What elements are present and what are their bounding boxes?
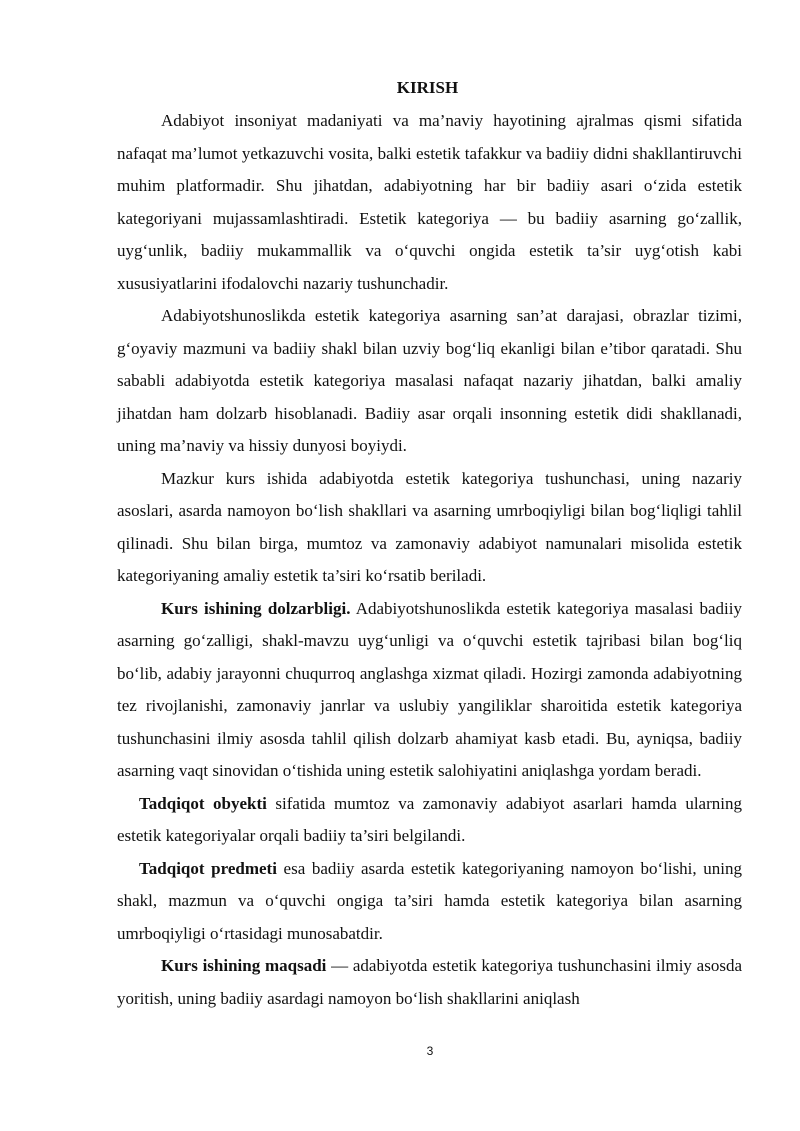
- paragraph-course-goal: [117, 950, 742, 1015]
- paragraph-text: esa badiiy asarda estetik kategoriyaning namoyon bo‘lishi, uning shakl, mazmun va o‘quvchi ongiga ta’siri hamda estetik kategoriya bilan asarning umrboqiyligi o‘rtasidagi munosabatdir.: [117, 858, 742, 943]
- paragraph-course-overview: [117, 463, 742, 593]
- paragraph-research-object: [117, 788, 742, 853]
- research-subject-lead: Tadqiqot predmeti: [139, 858, 277, 878]
- paragraph-relevance: [117, 593, 742, 788]
- paragraph-intro: [117, 105, 742, 300]
- section-heading: KIRISH: [396, 78, 459, 97]
- paragraph-research-subject: [117, 853, 742, 951]
- body-text: [117, 105, 742, 1015]
- paragraph-text: Adabiyotshunoslikda estetik kategoriya asarning san’at darajasi, obrazlar tizimi, g‘oyaviy mazmuni va badiiy shakl bilan uzviy bog‘liq ekanligi bilan e’tibor qaratadi. Shu sababli adabiyotda estetik kategoriya masalasi nafaqat nazariy jihatdan, balki amaliy jihatdan ham dolzarb hisoblanadi. Badiiy asar orqali insonning estetik didi shakllanadi, uning ma’naviy va hissiy dunyosi boyiydi.: [117, 306, 742, 455]
- relevance-lead: Kurs ishining dolzarbligi.: [161, 598, 351, 618]
- paragraph-text: Adabiyot insoniyat madaniyati va ma’naviy hayotining ajralmas qismi sifatida nafaqat ma’lumot yetkazuvchi vosita, balki estetik tafakkur va badiiy didni shakllantiruvchi muhim platformadir. Shu jihatdan, adabiyotning har bir badiiy asari o‘zida estetik kategoriyani mujassamlashtiradi. Estetik kategoriya — bu badiiy asarning go‘zallik, uyg‘unlik, badiiy mukammallik va o‘quvchi ongida estetik ta’sir uyg‘otish kabi xususiyatlarini ifodalovchi nazariy tushunchadir.: [117, 111, 742, 293]
- page-number: 3: [426, 1044, 434, 1058]
- paragraph-text: Adabiyotshunoslikda estetik kategoriya masalasi badiiy asarning go‘zalligi, shakl-mavzu uyg‘unligi va o‘quvchi estetik tajribasi bilan bog‘liq bo‘lib, adabiy jarayonni chuqurroq anglashga xizmat qiladi. Hozirgi zamonda adabiyotning tez rivojlanishi, zamonaviy janrlar va uslubiy yangiliklar sharoitida estetik kategoriya tushunchasini ilmiy asosda tahlil qilish dolzarb ahamiyat kasb etadi. Bu, ayniqsa, badiiy asarning vaqt sinovidan o‘tishida uning estetik salohiyatini aniqlashga yordam beradi.: [117, 598, 742, 780]
- paragraph-text: — adabiyotda estetik kategoriya tushunchasini ilmiy asosda yoritish, uning badiiy asardagi namoyon bo‘lish shakllarini aniqlash: [117, 956, 742, 1008]
- paragraph-text: sifatida mumtoz va zamonaviy adabiyot asarlari hamda ularning estetik kategoriyalar orqali badiiy ta’siri belgilandi.: [117, 793, 742, 845]
- paragraph-literary-studies: [117, 300, 742, 463]
- paragraph-text: Mazkur kurs ishida adabiyotda estetik kategoriya tushunchasi, uning nazariy asoslari, asarda namoyon bo‘lish shakllari va asarning umrboqiyligi bilan bog‘liqligi tahlil qilinadi. Shu bilan birga, mumtoz va zamonaviy adabiyot namunalari misolida estetik kategoriyaning amaliy estetik ta’siri ko‘rsatib beriladi.: [117, 468, 742, 585]
- course-goal-lead: Kurs ishining maqsadi: [161, 956, 327, 975]
- research-object-lead: Tadqiqot obyekti: [139, 793, 267, 813]
